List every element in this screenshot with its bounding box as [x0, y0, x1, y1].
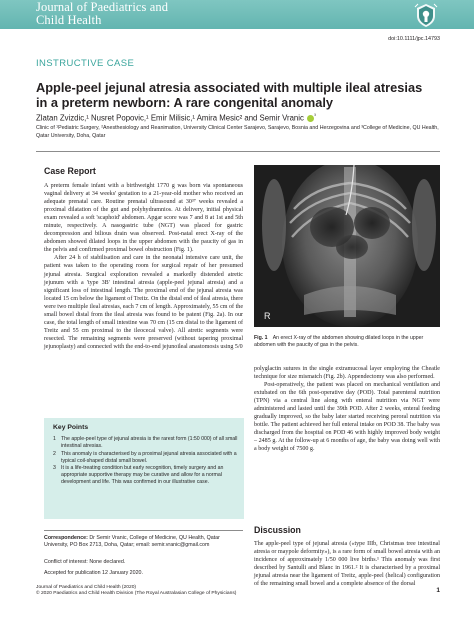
affiliations: Clinic of ¹Pediatric Surgery, ²Anesthesiology and Reanimation, University Clinical Center Sarajevo, Sarajevo, Bosnia and Herzegovina and ³College of Medicine, QU Health, Qatar University, Doha, Qatar: [36, 125, 439, 139]
journal-name-line1: Journal of Paediatrics and: [36, 0, 169, 14]
correspondence-divider: [44, 530, 243, 531]
key-point-item: 1 The apple-peel type of jejunal atresia is the rarest form (1:50 000) of all small intestinal atresias.: [53, 436, 238, 450]
right-column-paragraph-2: Post-operatively, the patient was placed on mechanical ventilation and extubated on the 6th post-operative day (POD). Total parenteral nutrition (TPN) via a central line along with enteral nutrition via NGT were administered and lasted until the 39th POD. After 2 weeks, enteral feeding gradually improved, so the baby later started receiving peroral nutrition via bottle. The patient achieved her full enteral intake on POD 38. The baby was discharged from the hospital on POD 46 with highly improved body weight – 2485 g. At the follow-up at 6 months of age, the baby was doing well with a body weight of 7500 g.: [254, 382, 440, 453]
correspondence-text: Dr Semir Vranic, College of Medicine, QU Health, Qatar University, PO Box 2713, Doha, Qatar; email: semir.vranic@gmail.com: [44, 535, 220, 549]
accepted-date: Accepted for publication 12 January 2020.: [44, 570, 143, 576]
case-report-body: [44, 182, 243, 351]
key-points-list: [53, 436, 241, 487]
figure-1-caption: [254, 335, 440, 349]
case-report-paragraph-2: After 24 h of stabilisation and care in the neonatal intensive care unit, the patient was taken to the operating room for surgical repair of her presumed jejunal atresia. Surgical exploration revealed a markedly distended atretic jejunum with a 'type 3B' intestinal atresia (apple-peel jejunal atresia) and a significant loss of intestinal length. The proximal end of the jejunal atresia was located 15 cm below the ligament of Treitz. On the distal end of ileal atresia, there were two multiple ileal atresias, each 7 cm of length. Approximately, 55 cm of the small bowel distal from the ileal atresia was found to be patent (Fig. 2a). In our case, the total length of small intestine was 70 cm (15 cm distal to the ligament of Treitz and 55 cm proximal to the ileocecal valve). All atretic segments were resected. The remaining segments were preserved (without tapering proximal jejunoplasty) and connected with the end-to-end jejunoileal anastomosis using 5/0: [44, 255, 243, 350]
conflict-of-interest: Conflict of interest: None declared.: [44, 559, 126, 565]
correspondence-label: Correspondence:: [44, 535, 88, 541]
figure-1-caption-text: An erect X-ray of the abdomen showing dilated loops in the upper abdomen with the paucity of gas in the pelvis.: [254, 335, 424, 348]
journal-name: [36, 1, 256, 27]
header-divider: [36, 151, 440, 152]
doi: doi:10.1111/jpc.14793: [388, 36, 440, 42]
key-point-item: 3 It is a life-treating condition but early recognition, timely surgery and an appropriate supportive therapy may be curative and allow for a normal development and life. This was confirmed in our illustrative case.: [53, 465, 224, 486]
footer-journal: Journal of Paediatrics and Child Health (2020): [36, 585, 137, 590]
author-list: [36, 113, 436, 123]
author-affil-mark: ³: [314, 113, 316, 119]
article-title: Apple-peel jejunal atresia associated with multiple ileal atresias in a preterm newborn: A rare congenital anomaly: [36, 80, 423, 110]
journal-name-line2: Child Health: [36, 13, 102, 27]
key-point-item: 2 This anomaly is characterised by a proximal jejunal atresia associated with a typical coil-shaped distal small bowel.: [53, 450, 237, 464]
xray-side-marker: R: [264, 311, 271, 321]
key-points-box: [44, 418, 244, 519]
figure-1-xray-image: [254, 165, 440, 327]
article-type: INSTRUCTIVE CASE: [36, 58, 135, 69]
discussion-heading: Discussion: [254, 525, 301, 535]
discussion-body: The apple-peel type of jejunal atresia («type IIIb, Christmas tree intestinal atresia or maypole deformity»), is a rare form of small bowel atresia with an incidence of approximately 1/50 000 live births.¹ This anomaly was first described by Santulli and Blanc in 1961.² It is characterised by a proximal jejunal atresia near the ligament of Treitz, apple-peel (helical) configuration of the remaining small bowel and a complete absence of the dorsal: [254, 541, 440, 588]
figure-1-label: Fig. 1: [254, 335, 268, 341]
xray-illustration: [254, 165, 440, 327]
case-report-paragraph-1: A preterm female infant with a birthweight 1770 g was born via spontaneous vaginal delivery at 34 weeks' gestation to a 21-year-old mother who received an adequate prenatal care. Routine prenatal ultrasound at 30³⁷ weeks revealed a proximal dilatation of the gut and polyhydramnios. At delivery, initial physical exam revealed a soft 'scaphoid' abdomen. Apgar score was 7 and 8 at 1st and 5th minute, respectively. A nasogastric tube (NGT) was placed for gastric decompression and bilious drain was observed. Post-natal erect X-ray of the abdomen showed dilated loops in the upper abdomen with the paucity of gas in the pelvis and confirmed proximal bowel obstruction (Fig. 1).: [44, 183, 243, 254]
right-column-body: [254, 365, 440, 454]
key-points-heading: Key Points: [53, 424, 89, 431]
page-number: 1: [436, 587, 440, 594]
right-column-paragraph-1: polyglactin sutures in the single extramucosal layer employing the Cheatle technique for size mismatch (Fig. 2b). Appendectomy was also performed.: [254, 366, 440, 381]
case-report-heading: Case Report: [44, 166, 96, 176]
footer-copyright: © 2020 Paediatrics and Child Health Division (The Royal Australasian College of Physicians): [36, 591, 237, 597]
correspondence: [44, 535, 243, 550]
page-footer: [36, 585, 296, 598]
author-names: Zlatan Zvizdic,¹ Nusret Popovic,¹ Emir Milisic,¹ Amira Mesic² and Semir Vranic: [36, 113, 304, 123]
college-crest-icon: [411, 1, 441, 29]
